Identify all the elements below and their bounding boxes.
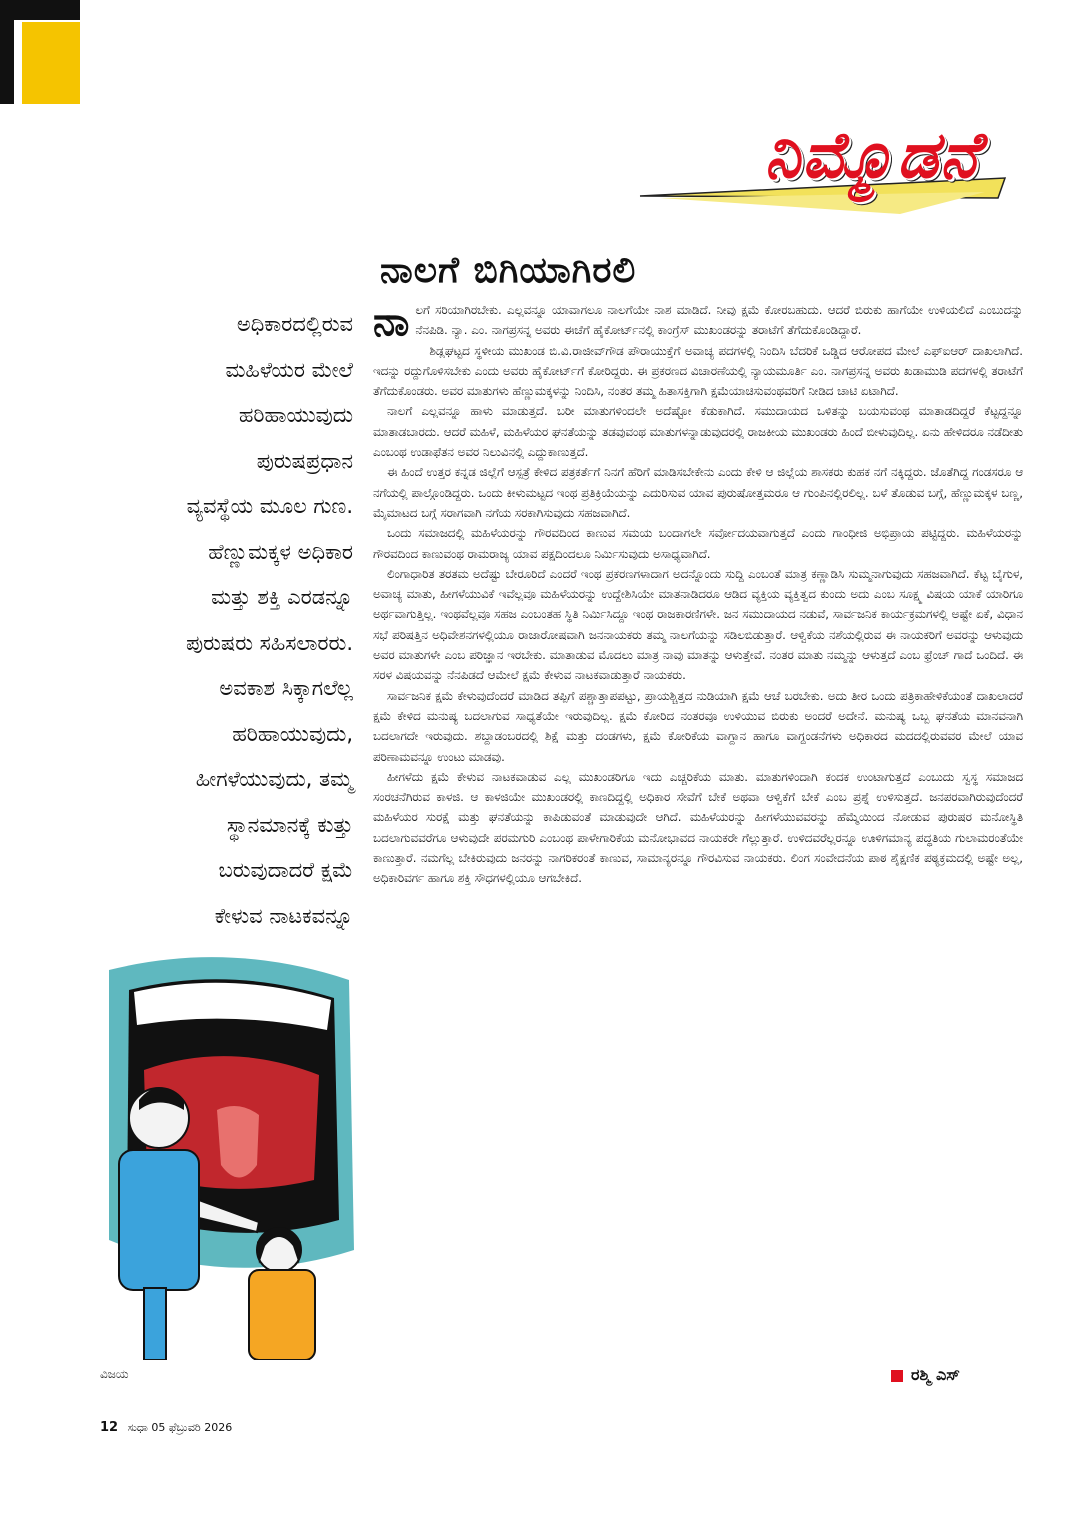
author-byline — [891, 1365, 960, 1385]
pull-quote-line: ಸ್ಥಾನಮಾನಕ್ಕೆ ಕುತ್ತು — [226, 812, 353, 837]
pull-quote — [95, 302, 353, 985]
article-paragraph: ನಾಲಗೆ ಎಲ್ಲವನ್ನೂ ಹಾಳು ಮಾಡುತ್ತದೆ. ಬರೀ ಮಾತುಗಳಿಂದಲೇ ಅದೆಷ್ಟೋ ಕೆಡುಕಾಗಿದೆ. ಸಮುದಾಯದ ಒಳಿತನ್ನು ಬಯಸುವಂಥ ಮಾತಾಡದಿದ್ದರೆ ಕೆಟ್ಟದ್ದನ್ನೂ ಮಾತಾಡಬಾರದು. ಆದರೆ ಮಹಿಳೆ, ಮಹಿಳೆಯರ ಘನತೆಯನ್ನು ತಡವುವಂಥ ಮಾತುಗಳನ್ನಾಡುವುದರಲ್ಲಿ ರಾಜಕೀಯ ಮುಖಂಡರು ಹಿಂದೆ ಬೀಳುವುದಿಲ್ಲ. ಏನು ಹೇಳಿದರೂ ನಡೆದೀತು ಎಂಬಂಥ ಉಡಾಫೆತನ ಅವರ ನಿಲುವಿನಲ್ಲಿ ಎದ್ದುಕಾಣುತ್ತದೆ. — [373, 404, 1023, 460]
article-paragraph: ಒಂದು ಸಮಾಜದಲ್ಲಿ ಮಹಿಳೆಯರನ್ನು ಗೌರವದಿಂದ ಕಾಣುವ ಸಮಯ ಬಂದಾಗಲೇ ಸರ್ವೋದಯವಾಗುತ್ತದೆ ಎಂದು ಗಾಂಧೀಜಿ ಅಭಿಪ್ರಾಯ ಪಟ್ಟಿದ್ದರು. ಮಹಿಳೆಯರನ್ನು ಗೌರವದಿಂದ ಕಾಣುವಂಥ ರಾಮರಾಜ್ಯ ಯಾವ ಪಕ್ಷದಿಂದಲೂ ನಿರ್ಮಿಸುವುದು ಅಸಾಧ್ಯವಾಗಿದೆ. — [373, 526, 1023, 561]
pull-quote-line: ಹರಿಹಾಯುವುದು — [238, 403, 353, 427]
article-paragraph — [373, 299, 1023, 345]
illustration-mouth-and-people — [99, 950, 359, 1360]
corner-black-block — [0, 0, 14, 104]
author-name: ರಶ್ಮಿ ಎಸ್ — [911, 1365, 960, 1384]
article-headline: ನಾಲಗೆ ಬಿಗಿಯಾಗಿರಲಿ — [380, 250, 637, 291]
article-paragraph: ಹೀಗಳೆದು ಕ್ಷಮೆ ಕೇಳುವ ನಾಟಕವಾಡುವ ಎಲ್ಲ ಮುಖಂಡರಿಗೂ ಇದು ಎಚ್ಚರಿಕೆಯ ಮಾತು. ಮಾತುಗಳಿಂದಾಗಿ ಕಂದಕ ಉಂಟಾಗುತ್ತದೆ ಎಂಬುದು ಸ್ವಸ್ಥ ಸಮಾಜದ ಸಂರಚನೆಗಿರುವ ಕಾಳಜಿ. ಆ ಕಾಳಜಿಯೇ ಮುಖಂಡರಲ್ಲಿ ಕಾಣದಿದ್ದಲ್ಲಿ ಅಧಿಕಾರ ಸೇವೆಗೆ ಬೇಕೆ ಅಥವಾ ಆಳ್ವಿಕೆಗೆ ಬೇಕೆ ಎಂಬ ಪ್ರಶ್ನೆ ಉಳಿಸುತ್ತದೆ. ಜನಪರವಾಗಿರುವುದೆಂದರೆ ಮಹಿಳೆಯರ ಸುರಕ್ಷೆ ಮತ್ತು ಘನತೆಯನ್ನು ಕಾಪಿಡುವಂತೆ ಮಾಡುವುದೇ ಆಗಿದೆ. ಮಹಿಳೆಯರನ್ನು ಹೀಗಳೆಯುವವರನ್ನು ಹೆಮ್ಮೆಯಿಂದ ನೋಡುವ ಪುರುಷರ ಮನೋಸ್ಥಿತಿ ಬದಲಾಗುವವರೆಗೂ ಆಳುವುದೇ ಪರಮಗುರಿ ಎಂಬಂಥ ಪಾಳೇಗಾರಿಕೆಯ ಮನೋಭಾವದ ನಾಯಕರೇ ಗೆಲ್ಲುತ್ತಾರೆ. ಉಳಿದವರೆಲ್ಲರನ್ನೂ ಊಳಿಗಮಾನ್ಯ ಪದ್ಧತಿಯ ಗುಲಾಮರಂತೆಯೇ ಕಾಣುತ್ತಾರೆ. ನಮಗೆಲ್ಲ ಬೇಕಿರುವುದು ಜನರನ್ನು ನಾಗರಿಕರಂತೆ ಕಾಣುವ, ಸಾಮಾನ್ಯರನ್ನೂ ಗೌರವಿಸುವ ನಾಯಕರು. ಲಿಂಗ ಸಂವೇದನೆಯ ಪಾಠ ಶೈಕ್ಷಣಿಕ ಪಠ್ಯಕ್ರಮದಲ್ಲಿ ಅಷ್ಟೇ ಅಲ್ಲ, ಅಧಿಕಾರಿವರ್ಗ ಹಾಗೂ ಶಕ್ತಿ ಸೌಧಗಳಲ್ಲಿಯೂ ಆಗಬೇಕಿದೆ. — [373, 769, 1023, 886]
column-masthead — [600, 118, 1020, 242]
publication-info: ಸುಧಾ 05 ಫೆಬ್ರುವರಿ 2026 — [127, 1421, 233, 1434]
pull-quote-line: ಕೇಳುವ ನಾಟಕವನ್ನೂ — [214, 903, 353, 928]
pull-quote-line: ಹೆಣ್ಣುಮಕ್ಕಳ ಅಧಿಕಾರ — [208, 539, 353, 564]
pull-quote-line: ವ್ಯವಸ್ಥೆಯ ಮೂಲ ಗುಣ. — [186, 494, 353, 518]
article-paragraph: ಶಿಡ್ಲಘಟ್ಟದ ಸ್ಥಳೀಯ ಮುಖಂಡ ಬಿ.ವಿ.ರಾಜೀವ್‌ಗೌಡ ಪೌರಾಯುಕ್ತೆಗೆ ಅವಾಚ್ಯ ಪದಗಳಲ್ಲಿ ನಿಂದಿಸಿ ಬೆದರಿಕೆ ಒಡ್ಡಿದ ಆರೋಪದ ಮೇಲೆ ಎಫ್‌ಐಆರ್ ದಾಖಲಾಗಿದೆ. ಇದನ್ನು ರದ್ದುಗೊಳಿಸಬೇಕು ಎಂದು ಅವರು ಹೈಕೋರ್ಟ್‌ಗೆ ಕೋರಿದ್ದರು. ಈ ಪ್ರಕರಣದ ವಿಚಾರಣೆಯಲ್ಲಿ ನ್ಯಾಯಮೂರ್ತಿ ಎಂ. ನಾಗಪ್ರಸನ್ನ ಅವರು ಖಡಾಮುಡಿ ಪದಗಳಲ್ಲಿ ತರಾಟೆಗೆ ತೆಗೆದುಕೊಂಡರು. ಅವರ ಮಾತುಗಳು ಹೆಣ್ಣುಮಕ್ಕಳನ್ನು ನಿಂದಿಸಿ, ನಂತರ ತಮ್ಮ ಹಿತಾಸಕ್ತಿಗಾಗಿ ಕ್ಷಮೆಯಾಚಿಸುವಂಥವರಿಗೆ ನೀಡಿದ ಚಾಟಿ ಏಟಾಗಿದೆ. — [373, 343, 1023, 399]
pull-quote-line: ಮತ್ತು ಶಕ್ತಿ ಎರಡನ್ನೂ — [211, 585, 353, 609]
pull-quote-line: ಪುರುಷಪ್ರಧಾನ — [256, 448, 353, 473]
article-paragraph: ಈ ಹಿಂದೆ ಉತ್ತರ ಕನ್ನಡ ಜಿಲ್ಲೆಗೆ ಆಸ್ಪತ್ರೆ ಕೇಳಿದ ಪತ್ರಕರ್ತೆಗೆ ನಿನಗೆ ಹೆರಿಗೆ ಮಾಡಿಸಬೇಕೇನು ಎಂದು ಕೇಳಿ ಆ ಜಿಲ್ಲೆಯ ಶಾಸಕರು ಕುಹಕ ನಗೆ ನಕ್ಕಿದ್ದರು. ಜೊತೆಗಿದ್ದ ಗಂಡಸರೂ ಆ ನಗೆಯಲ್ಲಿ ಪಾಲ್ಗೊಂಡಿದ್ದರು. ಒಂದು ಕೀಳುಮಟ್ಟದ ಇಂಥ ಪ್ರತಿಕ್ರಿಯೆಯನ್ನು ಎದುರಿಸುವ ಯಾವ ಪುರುಷೋತ್ತಮರೂ ಆ ಗುಂಪಿನಲ್ಲಿರಲಿಲ್ಲ. ಬಳೆ ತೊಡುವ ಬಗ್ಗೆ, ಹೆಣ್ಣುಮಕ್ಕಳ ಬಣ್ಣ, ಮೈಮಾಟದ ಬಗ್ಗೆ ಸರಾಗವಾಗಿ ನಗೆಯ ಸರಕಾಗಿಸುವುದು ಸಹಜವಾಗಿದೆ. — [373, 465, 1023, 520]
illustration — [99, 950, 359, 1360]
column-title: ನಿಮ್ಮೊಡನೆ — [764, 118, 980, 193]
article-paragraph: ಲಿಂಗಾಧಾರಿತ ತರತಮ ಅದೆಷ್ಟು ಬೇರೂರಿದೆ ಎಂದರೆ ಇಂಥ ಪ್ರಕರಣಗಳಾದಾಗ ಅದನ್ನೊಂದು ಸುದ್ದಿ ಎಂಬಂತೆ ಮಾತ್ರ ಕಣ್ಣಾಡಿಸಿ ಸುಮ್ಮನಾಗುವುದು ಸಹಜವಾಗಿದೆ. ಕೆಟ್ಟ ಬೈಗುಳ, ಅವಾಚ್ಯ ಮಾತು, ಹೀಗಳೆಯುವಿಕೆ ಇವೆಲ್ಲವೂ ಮಹಿಳೆಯರನ್ನು ಉದ್ದೇಶಿಸಿಯೇ ಮಾತನಾಡಿದರೂ ಆಡಿದ ವ್ಯಕ್ತಿಯ ವ್ಯಕ್ತಿತ್ವದ ಕುಂದು ಅದು ಎಂಬ ಸೂಕ್ಷ್ಮ ವಿಷಯ ಯಾಕೆ ಯಾರಿಗೂ ಅರ್ಥವಾಗುತ್ತಿಲ್ಲ. ಇಂಥವೆಲ್ಲವೂ ಸಹಜ ಎಂಬಂತಹ ಸ್ಥಿತಿ ನಿರ್ಮಿಸಿದ್ದೂ ಇಂಥ ರಾಜಕಾರಣಿಗಳೇ. ಜನ ಸಮುದಾಯದ ನಡುವೆ, ಸಾರ್ವಜನಿಕ ಕಾರ್ಯಕ್ರಮಗಳಲ್ಲಿ ಅಷ್ಟೇ ಏಕೆ, ವಿಧಾನ ಸಭೆ ಪರಿಷತ್ತಿನ ಅಧಿವೇಶನಗಳಲ್ಲಿಯೂ ರಾಜಾರೋಷವಾಗಿ ಜನನಾಯಕರು ತಮ್ಮ ನಾಲಗೆಯನ್ನು ಸಡಿಲಬಿಡುತ್ತಾರೆ. ಆಳ್ವಿಕೆಯ ನಶೆಯಲ್ಲಿರುವ ಈ ನಾಯಕರಿಗೆ ಅವರನ್ನು ಆಳುವುದು ಅವರ ಮಾತುಗಳೇ ಎಂಬ ಪರಿಜ್ಞಾನ ಇರಬೇಕು. ಮಾತಾಡುವ ಮೊದಲು ಮಾತ್ರ ನಾವು ಮಾತನ್ನು ಆಳುತ್ತೇವೆ. ನಂತರ ಮಾತು ನಮ್ಮನ್ನು ಆಳುತ್ತದೆ ಎಂಬ ಫ್ರೆಂಚ್ ಗಾದೆ ಒಂದಿದೆ. ಈ ಸರಳ ವಿಷಯವನ್ನು ನೆನಪಿಡದೆ ಆಮೇಲೆ ಕ್ಷಮೆ ಕೇಳುವ ನಾಟಕವಾಡುತ್ತಾರೆ ನಾಯಕರು. — [373, 566, 1023, 683]
page-number: 12 — [100, 1420, 119, 1435]
paragraph-text: ಲಗೆ ಸರಿಯಾಗಿರಬೇಕು. ಎಲ್ಲವನ್ನೂ ಯಾವಾಗಲೂ ನಾಲಗೆಯೇ ನಾಶ ಮಾಡಿದೆ. ನೀವು ಕ್ಷಮೆ ಕೋರಬಹುದು. ಆದರೆ ಬಿರುಕು ಹಾಗೆಯೇ ಉಳಿಯಲಿದೆ ಎಂಬುದನ್ನು ನೆನಪಿಡಿ. ನ್ಯಾ. ಎಂ. ನಾಗಪ್ರಸನ್ನ ಅವರು ಈಚೆಗೆ ಹೈಕೋರ್ಟ್‌ನಲ್ಲಿ ಕಾಂಗ್ರೆಸ್ ಮುಖಂಡರನ್ನು ತರಾಟೆಗೆ ತೆಗೆದುಕೊಂಡಿದ್ದಾರೆ. — [415, 303, 1023, 338]
article-paragraph: ಸಾರ್ವಜನಿಕ ಕ್ಷಮೆ ಕೇಳುವುದೆಂದರೆ ಮಾಡಿದ ತಪ್ಪಿಗೆ ಪಶ್ಚಾತ್ತಾಪಪಟ್ಟು, ಪ್ರಾಯಶ್ಚಿತ್ತದ ನುಡಿಯಾಗಿ ಕ್ಷಮೆ ಆಚೆ ಬರಬೇಕು. ಅದು ತೀರ ಒಂದು ಪತ್ರಿಕಾಹೇಳಿಕೆಯಂತೆ ದಾಖಲಾದರೆ ಕ್ಷಮೆ ಕೇಳಿದ ಮನುಷ್ಯ ಬದಲಾಗುವ ಸಾಧ್ಯತೆಯೇ ಇರುವುದಿಲ್ಲ. ಕ್ಷಮೆ ಕೋರಿದ ನಂತರವೂ ಉಳಿಯುವ ಬಿರುಕು ಅಂದರೆ ಅದೇನೆ. ಮನುಷ್ಯ ಒಬ್ಬ ಘನತೆಯ ಮಾನವನಾಗಿ ಬದಲಾಗದೇ ಇರುವುದು. ಶಬ್ದಾಡಂಬರದಲ್ಲಿ ಶಿಕ್ಷೆ ಮತ್ತು ದಂಡಗಳು, ಕ್ಷಮೆ ಕೋರಿಕೆಯ ವಾಗ್ದಾನ ಹಾಗೂ ವಾಗ್ದಂಡನೆಗಳು ಅಧಿಕಾರದ ಮದದಲ್ಲಿರುವವರ ಮೇಲೆ ಯಾವ ಪರಿಣಾಮವನ್ನೂ ಉಂಟು ಮಾಡವು. — [373, 688, 1023, 764]
pull-quote-line: ಹೀಗಳೆಯುವುದು, ತಮ್ಮ — [195, 767, 353, 791]
pull-quote-line: ಹರಿಹಾಯುವುದು, — [232, 721, 353, 746]
drop-cap: ನಾ — [373, 299, 410, 345]
pull-quote-line: ಪುರುಷರು ಸಹಿಸಲಾರರು. — [186, 630, 353, 655]
illustration-credit: ವಿಜಯ — [100, 1367, 129, 1381]
pull-quote-line: ಅವಕಾಶ ಸಿಕ್ಕಾಗಲೆಲ್ಲ — [219, 676, 353, 700]
pull-quote-line: ಮಹಿಳೆಯರ ಮೇಲೆ — [225, 357, 353, 382]
byline-marker-icon — [891, 1370, 903, 1382]
article-body — [373, 300, 1023, 889]
corner-yellow-block — [22, 22, 80, 104]
pull-quote-line: ಬರುವುದಾದರೆ ಕ್ಷಮೆ — [218, 858, 353, 882]
page-footer — [100, 1420, 232, 1435]
pull-quote-line: ಅಧಿಕಾರದಲ್ಲಿರುವ — [236, 312, 353, 336]
